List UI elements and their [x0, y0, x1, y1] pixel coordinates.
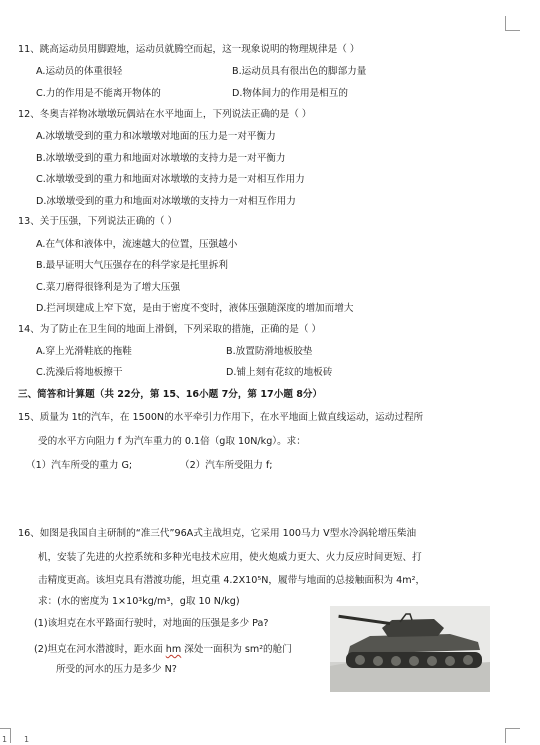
q15-sub-1: （1）汽车所受的重力 G; — [26, 460, 133, 471]
q14-option-d: D.铺上刻有花纹的地板砖 — [226, 367, 333, 378]
q12-stem: 12、冬奥吉祥物冰墩墩玩偶站在水平地面上，下列说法正确的是（ ） — [18, 109, 312, 120]
q11-option-c: C.力的作用是不能离开物体的 — [36, 88, 161, 99]
q11-option-d: D.物体间力的作用是相互的 — [232, 88, 348, 99]
q12-option-a: A.冰墩墩受到的重力和冰墩墩对地面的压力是一对平衡力 — [36, 131, 276, 142]
q16-line-1: 16、如图是我国自主研制的“准三代”96A式主战坦克，它采用 100马力 V型水冷涡轮增压柴油 — [18, 528, 417, 539]
q11-stem: 11、跳高运动员用脚蹬地，运动员就腾空而起，这一现象说明的物理规律是（ ） — [18, 44, 360, 55]
q16-sub-2-hm: hm — [165, 644, 182, 655]
page-corner-mark — [505, 16, 520, 31]
footer-left-number: 1 — [2, 735, 8, 744]
q16-line-3: 击精度更高。该坦克具有潜渡功能，坦克重 4.2X10⁵N，履带与地面的总接触面积为 4m²， — [38, 575, 426, 586]
q16-sub-2-line-2: 所受的河水的压力是多少 N? — [56, 664, 177, 675]
tank-photo — [330, 606, 490, 692]
q14-option-c: C.洗澡后将地板擦干 — [36, 367, 123, 378]
q12-option-d: D.冰墩墩受到的重力和地面对冰墩墩的支持力一对相互作用力 — [36, 196, 296, 207]
q14-stem: 14、为了防止在卫生间的地面上滑倒，下列采取的措施，正确的是（ ） — [18, 324, 322, 335]
q12-option-c: C.冰墩墩受到的重力和地面对冰墩墩的支持力是一对相互作用力 — [36, 174, 305, 185]
q14-option-b: B.放置防滑地板胶垫 — [226, 346, 313, 357]
q14-option-a: A.穿上光滑鞋底的拖鞋 — [36, 346, 132, 357]
q16-line-2: 机，安装了先进的火控系统和多种光电技术应用，使火炮威力更大、火力反应时间更短、打 — [38, 552, 422, 563]
q16-sub-2-part-b: 深处一面积为 sm²的舱门 — [181, 644, 292, 655]
q12-option-b: B.冰墩墩受到的重力和地面对冰墩墩的支持力是一对平衡力 — [36, 153, 286, 164]
q16-sub-2-part-a: (2)坦克在河水潜渡时，距水面 — [34, 644, 166, 655]
q16-sub-2 — [34, 641, 292, 655]
page-corner-mark — [505, 728, 520, 743]
q13-option-b: B.最早证明大气压强存在的科学家是托里拆利 — [36, 260, 228, 271]
q15-sub-2: （2）汽车所受阻力 f; — [180, 460, 273, 471]
tank-illustration — [330, 606, 490, 692]
q13-option-c: C.菜刀磨得很锋利是为了增大压强 — [36, 282, 181, 293]
q13-option-d: D.拦河坝建成上窄下宽，是由于密度不变时，液体压强随深度的增加而增大 — [36, 303, 354, 314]
q13-option-a: A.在气体和液体中，流速越大的位置，压强越小 — [36, 239, 238, 250]
q16-sub-1: (1)该坦克在水平路面行驶时，对地面的压强是多少 Pa? — [34, 618, 269, 629]
q11-option-b: B.运动员具有很出色的脚部力量 — [232, 66, 367, 77]
q15-line-1: 15、质量为 1t的汽车，在 1500N的水平牵引力作用下，在水平地面上做直线运动，运动过程所 — [18, 412, 424, 423]
q13-stem: 13、关于压强，下列说法正确的（ ） — [18, 216, 178, 227]
q11-option-a: A.运动员的体重很轻 — [36, 66, 123, 77]
section-title: 三、简答和计算题（共 22分，第 15、16小题 7分，第 17小题 8分） — [18, 389, 323, 400]
q15-line-2: 受的水平方向阻力 f 为汽车重力的 0.1倍（g取 10N/kg）。求： — [38, 436, 306, 447]
page-number: 1 — [24, 735, 30, 744]
q16-line-4: 求：(水的密度为 1×10³kg/m³，g取 10 N/kg) — [38, 596, 240, 607]
